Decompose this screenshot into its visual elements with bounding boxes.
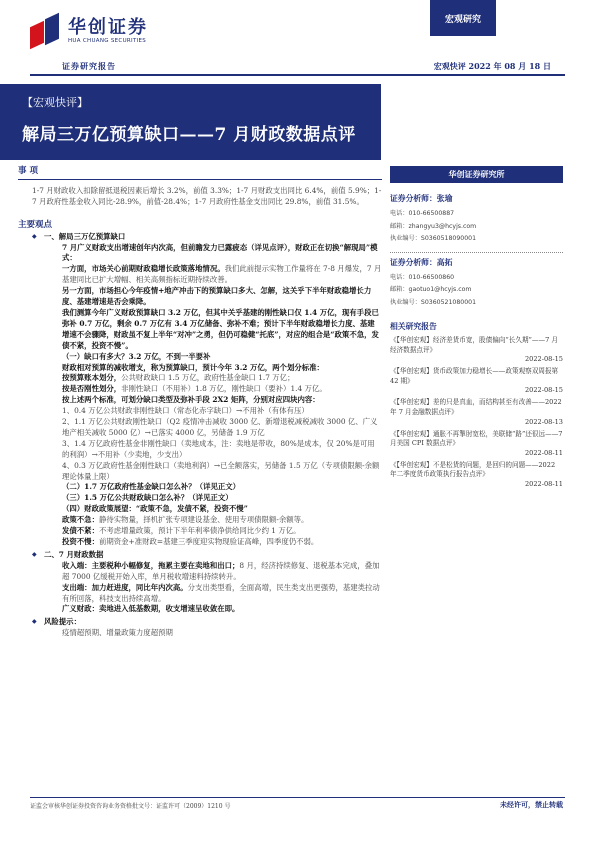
analyst-2-license: 执业编号：S0360521080001 [390,298,477,306]
event-heading: 事 项 [18,166,38,176]
q1-item-4: 4、0.3 万亿政府性基金刚性缺口（卖地利润）→已全额落实，另储备 1.5 万亿（专项债限额-余额理论体量上限） [62,460,380,481]
question-2: （二）1.7 万亿政府性基金缺口怎么补？（详见正文） [62,482,241,492]
header-date: 宏观快评 2022 年 08 月 18 日 [433,61,551,71]
q4-paragraph-3-lead: 投资不慢： [62,537,99,546]
related-report-title[interactable]: 《【华创宏观】经济差货币宽，股债偏向“长久期”——7 月经济数据点评》 [390,336,558,354]
main-column [18,166,382,639]
analyst-divider [390,252,563,253]
report-tag: 证券研究报告 [62,61,116,71]
related-report-title[interactable]: 《【华创宏观】通胀不再掣肘宽松，美联储“路”还很远——7 月美国 CPI 数据点评》 [390,429,563,448]
q1-item-2: 2、1.1 万亿公共财政刚性缺口（Q2 疫情冲击减收 3000 亿、新增退税减税减收 3000 亿、广义地产相关减收 5000 亿）→已落实 4000 亿，另储备 1.9 万亿 [62,417,378,437]
risk-text: 疫情超预期、增量政策力度超预期 [62,628,173,638]
q4-paragraph-2-lead: 发债不紧： [62,526,99,536]
s2-paragraph-2-body: 分支出类型看，全面高增，民生类支出更强势，基建类拉动有所回落，科技支出持续高增。 [62,582,380,603]
banner-kicker: 【宏观快评】 [22,96,88,109]
related-report-item[interactable] [390,367,563,394]
s1-paragraph-3: 另一方面，市场担心今年疫情+地产冲击下的预算缺口多大、怎解，这关乎下半年财政稳增长力度、基建增速是否会乘降。 [62,286,372,307]
s1-paragraph-4: 我们测算今年广义财政预算缺口 3.2 万亿，但其中关乎基建的刚性缺口仅 1.4 万亿，现有手段已弥补 0.7 万亿，剩余 0.7 万亿有 3.4 万亿储备、弥补不难；预计下半年财政稳增长力度、基建增速不会骤降，财政虽不复上半年“对冲”之勇，但仍可稳健“托底”，对应的组合是“政策不急，发债不紧，投资不慢”。 [62,307,379,350]
brand-logo [30,14,148,48]
analyst-2-name: 证券分析师：高拓 [390,257,453,267]
related-report-item[interactable] [390,398,563,425]
analyst-card-2 [390,257,563,310]
q1-paragraph-2-body: 公共财政缺口 1.5 万亿，政府性基金缺口 1.7 万亿； [121,373,295,383]
related-report-title[interactable]: 《【华创宏观】货币政策加力稳增长——政策观察双周报第 42 期》 [390,367,559,385]
q1-paragraph-3-lead: 按是否刚性划分， [62,384,122,394]
q1-item-3: 3、1.4 万亿政府性基金非刚性缺口（卖地成本，注：卖地是带收，80%是成本，仅 20%是可用的利润）→不用补（少卖地，少支出） [62,438,375,459]
q4-paragraph-1-lead: 政策不急： [62,515,99,525]
event-divider [18,179,382,180]
analyst-1-email[interactable]: 邮箱：zhangyu3@hcyjs.com [390,222,477,230]
related-report-item[interactable] [390,336,563,363]
institute-banner: 华创证券研究所 [390,166,563,183]
question-3: （三）1.5 万亿公共财政缺口怎么补？（详见正文） [62,493,233,503]
analyst-1-phone: 电话：010-66500887 [390,210,455,217]
related-report-date: 2022-08-11 [524,479,563,488]
q1-paragraph-1: 财政相对预算的减收增支，称为预算缺口，预计今年 3.2 万亿，两个划分标准： [62,362,324,372]
event-text: 1-7 月财政收入扣除留抵退税因素后增长 3.2%，前值 3.3%；1-7 月财政支出同比 6.4%，前值 5.9%；1-7 月政府性基金收入同比-28.9%，前值-28.4%；1-7 月政府性基金支出同比 29.8%，前值 31.5%。 [32,185,382,206]
related-report-item[interactable] [390,430,563,457]
related-report-item[interactable] [390,461,563,488]
s2-paragraph-1-body: 8 月，经济持续修复、退税基本完成，叠加超 7000 亿缓税开始入库，单月税收增速料持续转升。 [62,560,380,581]
related-report-date: 2022-08-15 [524,355,563,364]
related-report-date: 2022-08-15 [524,386,563,395]
analyst-1-license: 执业编号：S0360518090001 [390,235,477,242]
related-reports-heading: 相关研究报告 [390,322,437,331]
s1-paragraph-2-lead: 一方面，市场关心前期财政稳增长政策落地情况。 [62,264,225,274]
q4-paragraph-2-body: 不考虑增量政策，预计下半年利率债净供给同比少约 1 万亿。 [98,526,301,536]
sidebar [390,166,563,488]
footer-license: 证监会审核华创证券投资咨询业务资格批文号：证监许可（2009）1210 号 [30,803,231,810]
q4-paragraph-3-body: 前期资金+准财政=基建三季度迎实物现验证高峰，四季度仍不弱。 [98,537,319,546]
analyst-card-1 [390,193,563,246]
s1-paragraph-2-body: 我们此前提示实物工作量将在 7-8 月爆发，7 月基建同比已扩大增幅、相关高频指标近期持续改善。 [62,264,382,285]
s2-paragraph-2-lead: 支出端：加力赶进度，同比年内次高。 [62,582,188,592]
related-reports-list [390,336,563,488]
analyst-2-email[interactable]: 邮箱：gaotuo1@hcyjs.com [390,286,472,293]
section-tab: 宏观研究 [430,0,496,36]
section-1-title: ◆ 一、解局三万亿预算缺口 [32,232,382,243]
page-title: 解局三万亿预算缺口——7 月财政数据点评 [22,125,356,145]
brand-name-cn: 华创证券 [68,17,148,38]
risk-heading: ◆ 风险提示： [32,617,382,628]
q1-paragraph-4: 按上述两个标准，可划分缺口类型及弥补手段 2X2 矩阵，分别对应四块内容： [62,395,320,405]
q4-paragraph-1-body: 静待实物量，择机扩张专项建设基金、使用专项债限额-余额等。 [98,515,309,525]
s1-paragraph-1: 7 月广义财政支出增速创年内次高，但前瞻发力已露疲态（详见点评），财政正在切换“解现局”模式： [62,242,378,263]
question-1: （一）缺口有多大？3.2 万亿，不到一半要补 [62,351,211,361]
question-4: （四）财政政策展望：“政策不急，发债不紧，投资不慢” [62,504,248,514]
related-report-date: 2022-08-11 [524,448,563,457]
q1-paragraph-2-lead: 按预算账本划分， [62,373,122,383]
main-points-heading: 主要观点 [18,219,53,230]
q1-item-1: 1、0.4 万亿公共财政非刚性缺口（常态化赤字缺口）→不用补（有体有压） [62,406,309,416]
header-divider [30,74,565,76]
related-report-title[interactable]: 《【华创宏观】差的只是真血，而结构甚至有改善——2022 年 7 月金融数据点评》 [390,398,562,416]
analyst-2-phone: 电话：010-66500860 [390,273,455,281]
related-report-date: 2022-08-13 [524,417,563,426]
s2-paragraph-1-lead: 收入端：主要税种小幅修复，拖累主要在卖地和出口； [62,560,240,570]
related-report-title[interactable]: 《【华创宏观】不是松货的问题，是回归的问题——2022 年二季度货币政策执行报告点评》 [390,460,556,479]
footer-notice: 未经许可，禁止转载 [500,800,563,809]
title-banner [0,84,381,160]
footer-divider [30,797,565,798]
q1-paragraph-3-body: 非刚性缺口（不用补）1.8 万亿，刚性缺口（要补）1.4 万亿。 [121,384,327,394]
analyst-1-name: 证券分析师：张瑜 [390,194,453,203]
brand-mark-icon [30,14,62,48]
section-2-title: ◆ 二、7 月财政数据 [32,550,382,561]
s2-paragraph-3: 广义财政：卖地进入低基数期，收支增速呈收敛在即。 [62,604,240,614]
brand-name-en: HUA CHUANG SECURITIES [68,38,147,44]
